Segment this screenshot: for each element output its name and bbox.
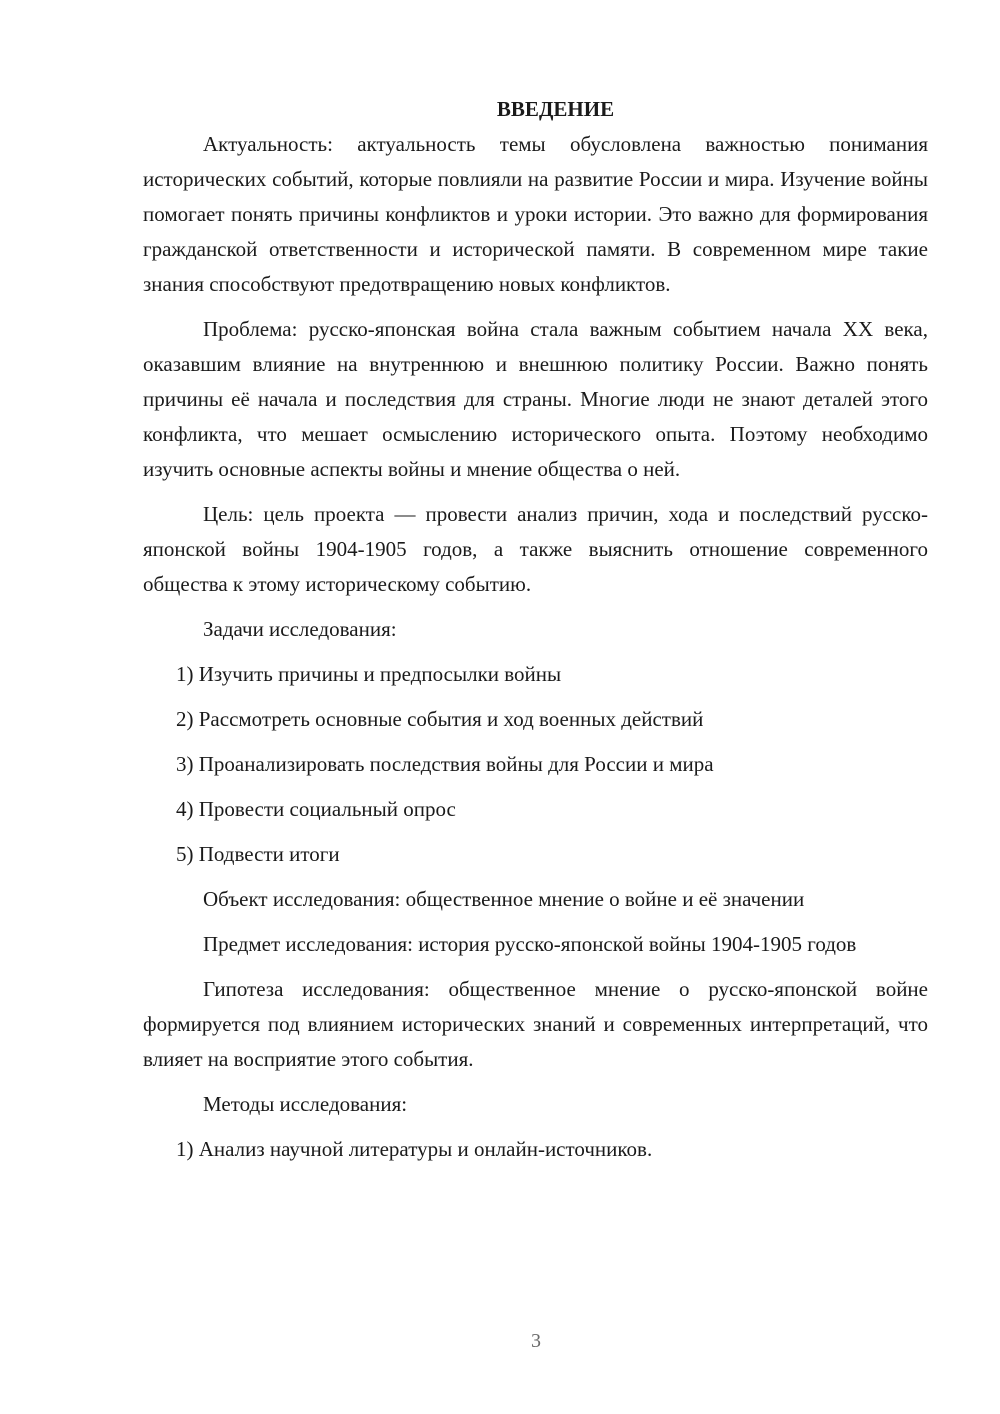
page-number: 3 [531, 1330, 541, 1352]
task-item: 1) Изучить причины и предпосылки войны [176, 662, 562, 686]
methods-heading: Методы исследования: [203, 1092, 408, 1116]
task-item: 3) Проанализировать последствия войны для России и мира [176, 752, 714, 776]
task-item: 4) Провести социальный опрос [176, 797, 456, 821]
relevance-paragraph: Актуальность: актуальность темы обусловлена важностью понимания исторических событий, которые повлияли на развитие России и мира. Изучение войны помогает понять причины конфликтов и уроки истории. Это важно для формирования гражданской ответственности и исторической памяти. В современном мире такие знания способствуют предотвращению новых конфликтов. [143, 132, 928, 296]
problem-paragraph: Проблема: русско-японская война стала важным событием начала XX века, оказавшим влияние на внутреннюю и внешнюю политику России. Важно понять причины её начала и последствия для страны. Многие люди не знают деталей этого конфликта, что мешает осмыслению исторического опыта. Поэтому необходимо изучить основные аспекты войны и мнение общества о ней. [143, 317, 928, 481]
subject-paragraph: Предмет исследования: история русско-японской войны 1904-1905 годов [203, 932, 857, 956]
method-item: 1) Анализ научной литературы и онлайн-источников. [176, 1137, 653, 1161]
section-title: ВВЕДЕНИЕ [496, 97, 615, 121]
goal-paragraph: Цель: цель проекта — провести анализ причин, хода и последствий русско-японской войны 1904-1905 годов, а также выяснить отношение современного общества к этому историческому событию. [143, 502, 928, 596]
hypothesis-paragraph: Гипотеза исследования: общественное мнение о русско-японской войне формируется под влиянием исторических знаний и современных интерпретаций, что влияет на восприятие этого события. [143, 977, 928, 1071]
tasks-heading: Задачи исследования: [203, 617, 397, 641]
task-item: 5) Подвести итоги [176, 842, 340, 866]
document-page [143, 92, 928, 1177]
object-paragraph: Объект исследования: общественное мнение о войне и её значении [203, 887, 805, 911]
task-item: 2) Рассмотреть основные события и ход военных действий [176, 707, 704, 731]
